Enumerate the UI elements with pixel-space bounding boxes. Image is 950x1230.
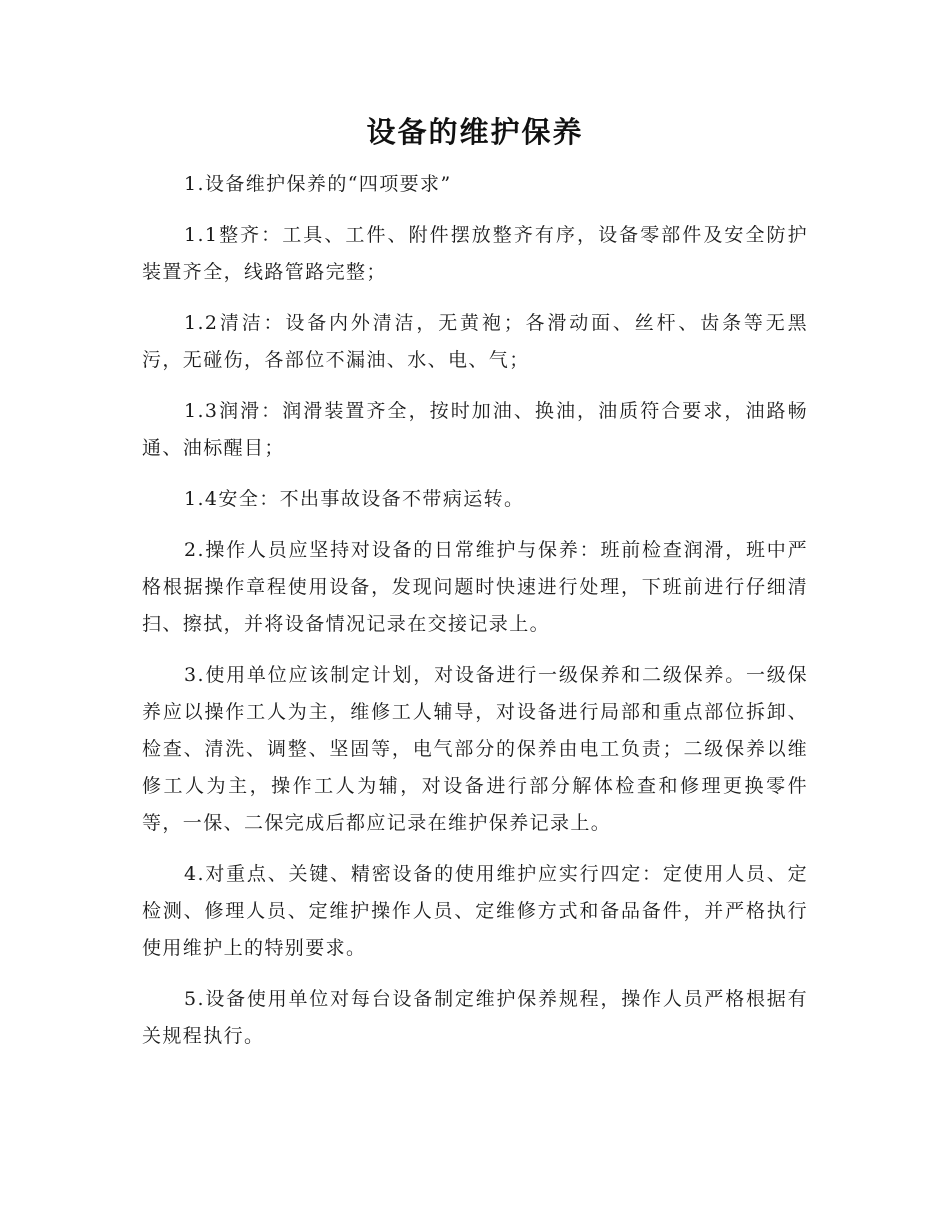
- paragraph-4: 4.对重点、关键、精密设备的使用维护应实行四定：定使用人员、定检测、修理人员、定维护操作人员、定维修方式和备品备件，并严格执行使用维护上的特别要求。: [142, 863, 808, 959]
- paragraph-1: 1.设备维护保养的“四项要求”: [184, 173, 452, 195]
- paragraph-1-2: 1.2清洁：设备内外清洁，无黄袍；各滑动面、丝杆、齿条等无黑污，无碰伤，各部位不漏油、水、电、气；: [142, 312, 808, 371]
- paragraph-1-1: 1.1整齐：工具、工件、附件摆放整齐有序，设备零部件及安全防护装置齐全，线路管路完整；: [142, 224, 808, 283]
- document-body: [142, 166, 808, 1069]
- paragraph-5: 5.设备使用单位对每台设备制定维护保养规程，操作人员严格根据有关规程执行。: [142, 988, 808, 1047]
- document-title: 设备的维护保养: [366, 115, 584, 149]
- paragraph-3: 3.使用单位应该制定计划，对设备进行一级保养和二级保养。一级保养应以操作工人为主，维修工人辅导，对设备进行局部和重点部位拆卸、检查、清洗、调整、坚固等，电气部分的保养由电工负责；二级保养以维修工人为主，操作工人为辅，对设备进行部分解体检查和修理更换零件等，一保、二保完成后都应记录在维护保养记录上。: [142, 664, 808, 834]
- paragraph-1-4: 1.4安全：不出事故设备不带病运转。: [184, 488, 525, 510]
- paragraph-2: 2.操作人员应坚持对设备的日常维护与保养：班前检查润滑，班中严格根据操作章程使用设备，发现问题时快速进行处理，下班前进行仔细清扫、擦拭，并将设备情况记录在交接记录上。: [142, 539, 808, 635]
- paragraph-1-3: 1.3润滑：润滑装置齐全，按时加油、换油，油质符合要求，油路畅通、油标醒目；: [142, 400, 808, 459]
